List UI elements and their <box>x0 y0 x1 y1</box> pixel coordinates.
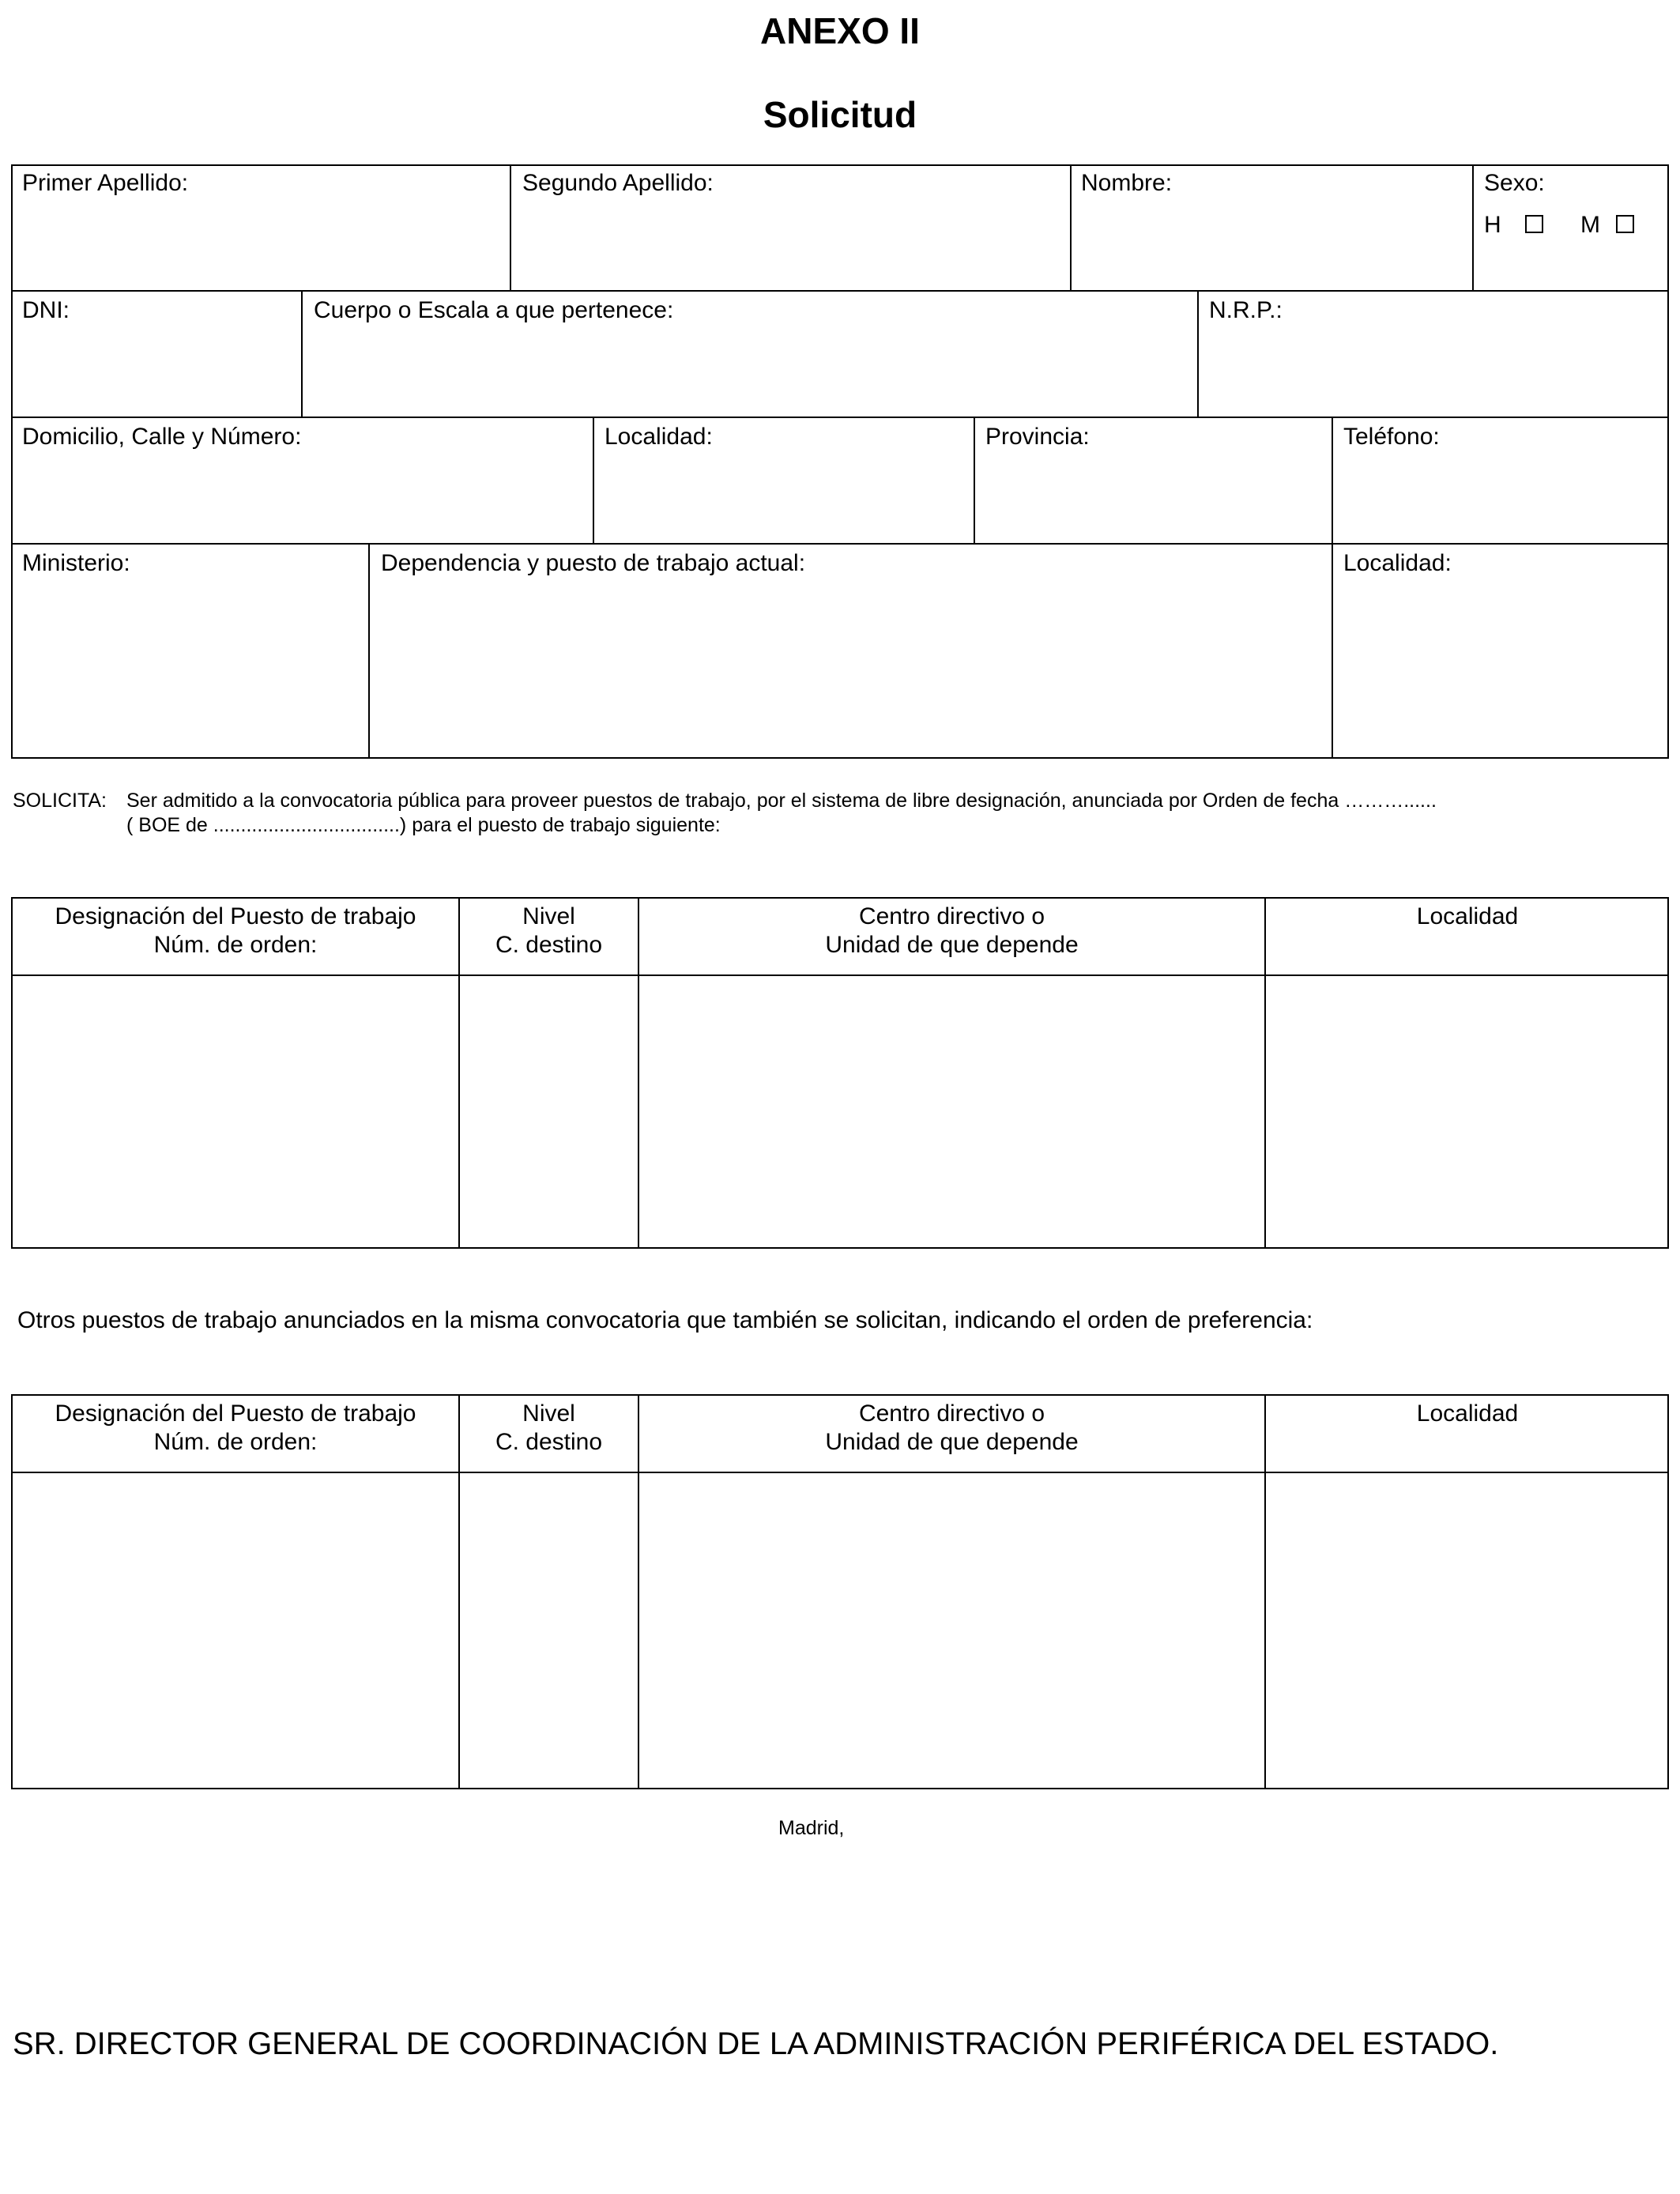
provincia-field[interactable]: Provincia: <box>985 424 1090 450</box>
telefono-field[interactable]: Teléfono: <box>1343 424 1440 450</box>
sexo-h-label: H <box>1484 212 1501 238</box>
dependencia-field[interactable]: Dependencia y puesto de trabajo actual: <box>381 550 806 576</box>
solicita-text-line2: ( BOE de ..................................) para el puesto de trabajo siguiente: <box>126 814 721 836</box>
page-title: Solicitud <box>763 94 917 135</box>
solicita-text-line1: Ser admitido a la convocatoria pública para proveer puestos de trabajo, por el sistema de libre designación, anunciada por Orden de fecha ………...... <box>126 790 1437 812</box>
col-header-nivel: Nivel C. destino <box>495 903 603 958</box>
sexo-h-checkbox[interactable] <box>1525 215 1543 233</box>
dni-field[interactable]: DNI: <box>22 297 70 323</box>
col-header-centro-2: Centro directivo o Unidad de que depende <box>825 1400 1079 1455</box>
puesto-input-row[interactable] <box>13 976 1667 1247</box>
otros-puestos-text: Otros puestos de trabajo anunciados en la misma convocatoria que también se solicitan, indicando el orden de preferencia: <box>17 1307 1313 1333</box>
localidad-actual-field[interactable]: Localidad: <box>1343 550 1452 576</box>
sexo-h-option[interactable] <box>1484 212 1543 239</box>
col-header-centro: Centro directivo o Unidad de que depende <box>825 903 1079 958</box>
localidad-field[interactable]: Localidad: <box>605 424 713 450</box>
nombre-field[interactable]: Nombre: <box>1081 170 1173 196</box>
solicita-label: SOLICITA: <box>13 790 107 812</box>
col-header-nivel-2: Nivel C. destino <box>495 1400 603 1455</box>
domicilio-field[interactable]: Domicilio, Calle y Número: <box>22 424 302 450</box>
sexo-m-checkbox[interactable] <box>1616 215 1634 233</box>
cuerpo-escala-field[interactable]: Cuerpo o Escala a que pertenece: <box>314 297 674 323</box>
sexo-label: Sexo: <box>1484 170 1545 196</box>
addressee: SR. DIRECTOR GENERAL DE COORDINACIÓN DE LA ADMINISTRACIÓN PERIFÉRICA DEL ESTADO. <box>13 2026 1499 2061</box>
madrid-date-line: Madrid, <box>778 1817 845 1839</box>
primer-apellido-field[interactable]: Primer Apellido: <box>22 170 189 196</box>
nrp-field[interactable]: N.R.P.: <box>1209 297 1283 323</box>
annex-title: ANEXO II <box>760 10 920 51</box>
col-header-localidad-2: Localidad <box>1416 1400 1519 1427</box>
sexo-m-label: M <box>1580 212 1600 238</box>
personal-data-form <box>11 164 1669 759</box>
col-header-localidad: Localidad <box>1416 903 1519 929</box>
ministerio-field[interactable]: Ministerio: <box>22 550 130 576</box>
col-header-designacion: Designación del Puesto de trabajo Núm. de orden: <box>55 903 416 958</box>
sexo-m-option[interactable] <box>1580 212 1634 239</box>
otros-puestos-input-row[interactable] <box>13 1473 1667 1788</box>
segundo-apellido-field[interactable]: Segundo Apellido: <box>522 170 714 196</box>
col-header-designacion-2: Designación del Puesto de trabajo Núm. de orden: <box>55 1400 416 1455</box>
